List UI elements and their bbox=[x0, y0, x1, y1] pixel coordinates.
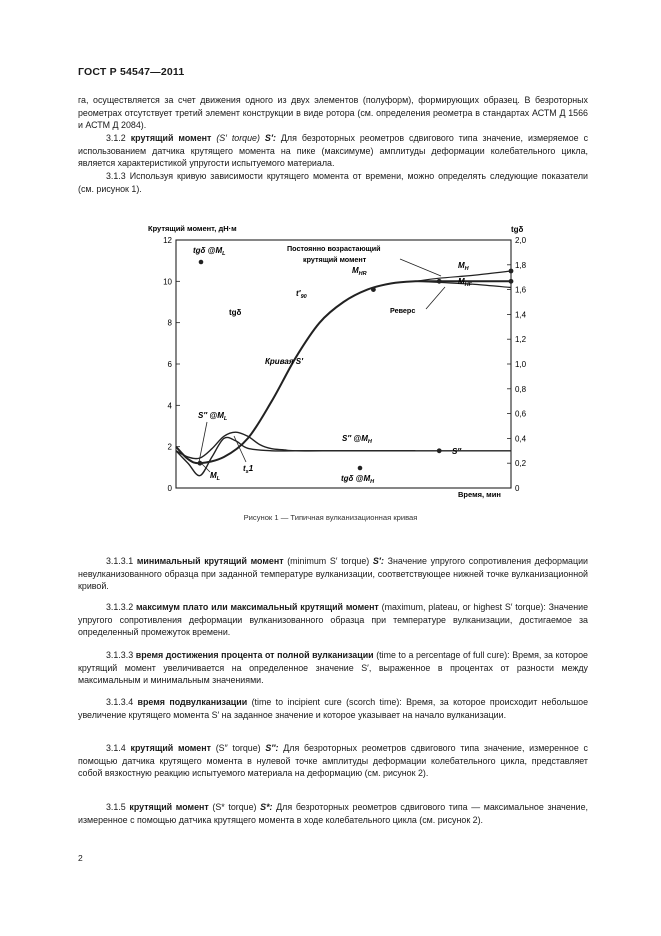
definition-english: (time to a percentage of full cure): bbox=[376, 650, 510, 660]
curves bbox=[176, 269, 513, 476]
definition-term: время достижения процента от полной вулканизации bbox=[135, 650, 374, 660]
left-axis bbox=[163, 236, 180, 493]
definition-english: (minimum S′ torque) bbox=[287, 556, 370, 566]
definition-text: Для безроторных реометров сдвигового типа — максимальное значение, измеренное с помощью датчика крутящего момента в ходе колебательного цикла (см. рисунок 2). bbox=[78, 802, 588, 825]
definition-symbol: S′: bbox=[372, 556, 384, 566]
clause-english: (S′ torque) bbox=[216, 133, 260, 143]
definition-term: крутящий момент bbox=[129, 802, 209, 812]
definition-number: 3.1.3.2 bbox=[106, 602, 134, 612]
continuation-text: га, осуществляется за счет движения одного из двух элементов (полуформ), формирующих образец. В безроторных реометрах отсутствует третий элемент конструкции в виде ротора (см. определения реометра в стандартах АСТМ Д 1566 и АСТМ Д 2084). bbox=[78, 95, 588, 131]
definition-english: (time to incipient cure (scorch time): bbox=[251, 697, 402, 707]
left-axis-title: Крутящий момент, дН·м bbox=[148, 224, 237, 233]
definition-symbol: S*: bbox=[260, 802, 273, 812]
label-rising-2: крутящий момент bbox=[303, 255, 367, 264]
definition-number: 3.1.3.3 bbox=[106, 650, 134, 660]
definition-term: время подвулканизации bbox=[137, 697, 248, 707]
annotations bbox=[193, 244, 473, 485]
label-t90: $t'_{90}$ bbox=[296, 289, 307, 300]
definition-english: (S″ torque) bbox=[215, 743, 261, 753]
label-mhr: $M_{HR}$ bbox=[352, 266, 367, 277]
marker-t90 bbox=[371, 287, 376, 292]
left-tick-label: 12 bbox=[163, 236, 172, 245]
label-mh: $M_H$ bbox=[458, 261, 469, 272]
right-tick-label: 0,2 bbox=[515, 459, 527, 469]
arrow-rising bbox=[400, 259, 441, 276]
definition-number: 3.1.3.1 bbox=[106, 556, 134, 566]
definition-text: Время, за которое происходит небольшое увеличение крутящего момента S′ на заданное значение и которое указывает на начало вулканизации. bbox=[78, 697, 589, 720]
marker-s2-mh bbox=[437, 448, 442, 453]
label-ml: $M_L$ bbox=[210, 471, 221, 482]
definition-item bbox=[78, 801, 588, 826]
x-axis-title: Время, мин bbox=[458, 490, 501, 499]
right-tick-label: 0,4 bbox=[515, 434, 527, 444]
definition-item bbox=[78, 555, 588, 593]
right-tick-label: 1,0 bbox=[515, 360, 527, 369]
label-curve-s1: Кривая S′ bbox=[265, 357, 304, 366]
definition-term: минимальный крутящий момент bbox=[136, 556, 284, 566]
definition-number: 3.1.5 bbox=[106, 802, 126, 812]
label-reversion: Реверс bbox=[390, 306, 416, 315]
label-rising-1: Постоянно возрастающий bbox=[287, 244, 381, 253]
definition-term: максимум плато или максимальный крутящий момент bbox=[135, 602, 379, 612]
definition-item bbox=[78, 742, 588, 780]
page-number: 2 bbox=[78, 853, 83, 863]
marker-mhf bbox=[509, 279, 514, 284]
definition-item bbox=[78, 696, 588, 721]
definition-text: Время, за которое крутящий момент увеличивается на определенное значение S′, выраженное в процентах от разности между максимальным и минимальным значениями. bbox=[78, 650, 588, 686]
figure-caption: Рисунок 1 — Типичная вулканизационная кривая bbox=[243, 513, 418, 522]
left-tick-label: 6 bbox=[167, 360, 172, 369]
left-tick-label: 8 bbox=[167, 318, 172, 328]
definition-symbol: S″: bbox=[265, 743, 279, 753]
right-tick-label: 1,2 bbox=[515, 335, 527, 345]
document-header: ГОСТ Р 54547—2011 bbox=[78, 66, 185, 78]
left-tick-label: 4 bbox=[167, 401, 172, 411]
definition-item bbox=[78, 601, 588, 639]
definition-item bbox=[78, 649, 588, 687]
label-tgd-ml: tgδ $@M_L$ bbox=[193, 246, 226, 257]
curve-tan-delta bbox=[176, 437, 415, 475]
marker-mhr bbox=[437, 279, 442, 284]
left-tick-label: 0 bbox=[167, 484, 172, 493]
definition-english: (maximum, plateau, or highest S′ torque): bbox=[381, 602, 546, 612]
clause-text: Используя кривую зависимости крутящего момента от времени, можно определять следующие показатели (см. рисунок 1). bbox=[78, 171, 588, 194]
marker-tgd-ml bbox=[199, 260, 204, 265]
definition-term: крутящий момент bbox=[130, 743, 211, 753]
clause-symbol: S′: bbox=[264, 133, 276, 143]
marker-tgd-mh bbox=[358, 466, 363, 471]
definition-text: Для безроторных реометров сдвигового типа значение, измеренное с помощью датчика крутящего момента в нулевой точке амплитуды деформации колебательного цикла, представляет собой вязкостную реакцию испытуемого материала на деформацию (см. рисунок 2). bbox=[78, 743, 588, 779]
clause-term: крутящий момент bbox=[130, 133, 212, 143]
label-tgd-mh: tgδ $@M_H$ bbox=[341, 474, 375, 485]
label-s2-ml: S″ $@M_L$ bbox=[198, 411, 228, 422]
left-tick-label: 2 bbox=[167, 442, 172, 452]
right-tick-label: 0,6 bbox=[515, 409, 527, 419]
label-mhf: $M_{HF}$ bbox=[458, 277, 473, 288]
right-axis bbox=[507, 236, 527, 493]
left-tick-label: 10 bbox=[163, 277, 172, 287]
right-tick-label: 0,8 bbox=[515, 384, 527, 394]
right-tick-label: 1,6 bbox=[515, 285, 527, 295]
clause-number: 3.1.3 bbox=[106, 171, 126, 181]
arrow-reversion bbox=[426, 287, 445, 309]
definition-number: 3.1.3.4 bbox=[106, 697, 134, 707]
definition-text: Значение упругого сопротивления деформации невулканизованного образца при заданной температуре вулканизации, соответствующее нижней точке вулканизационной кривой. bbox=[78, 556, 588, 592]
definition-english: (S* torque) bbox=[212, 802, 257, 812]
right-tick-label: 1,4 bbox=[515, 310, 527, 320]
label-s2-mh: S″ $@M_H$ bbox=[342, 434, 372, 445]
clause-number: 3.1.2 bbox=[106, 133, 126, 143]
definition-number: 3.1.4 bbox=[106, 743, 126, 753]
definition-text: Значение упругого сопротивления деформации вулканизованного образца при температуре вулканизации, достигаемое за определенный промежуток времени. bbox=[78, 602, 589, 638]
label-ts1: $t_s1$ bbox=[243, 464, 254, 475]
right-tick-label: 1,8 bbox=[515, 260, 527, 270]
right-tick-label: 0 bbox=[515, 484, 520, 493]
clause-text: Для безроторных реометров сдвигового типа значение, измеряемое с использованием датчика крутящего момента на пике (максимуме) амплитуды деформации колебательного цикла, является характеристикой упругости испытуемого материала. bbox=[78, 133, 589, 169]
marker-mh bbox=[509, 269, 514, 274]
label-tgd-mid: tgδ bbox=[229, 308, 242, 317]
right-axis-title: tgδ bbox=[511, 225, 524, 234]
label-s2-end: S″ bbox=[452, 447, 462, 456]
right-tick-label: 2,0 bbox=[515, 236, 527, 245]
